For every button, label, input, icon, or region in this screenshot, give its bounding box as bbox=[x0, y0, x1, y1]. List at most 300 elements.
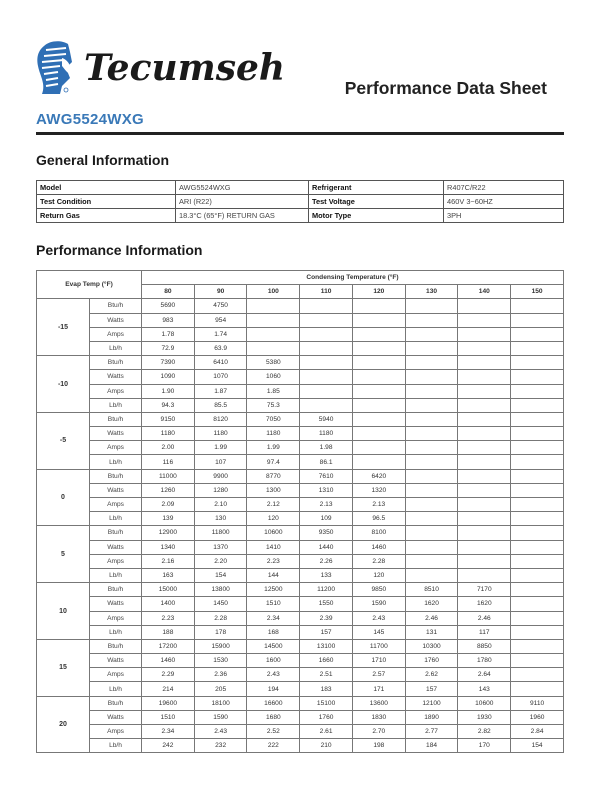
performance-row bbox=[37, 611, 564, 625]
value-cell bbox=[511, 412, 564, 426]
value-cell: 15100 bbox=[300, 696, 353, 710]
tecumseh-logo bbox=[36, 38, 286, 96]
value-cell: 1620 bbox=[458, 597, 511, 611]
chief-head-icon bbox=[36, 38, 286, 96]
value-cell: 2.34 bbox=[142, 725, 195, 739]
evap-temp-cell: 0 bbox=[37, 469, 90, 526]
value-cell: 2.46 bbox=[458, 611, 511, 625]
value-cell bbox=[405, 313, 458, 327]
value-cell: 9110 bbox=[511, 696, 564, 710]
value-cell bbox=[511, 597, 564, 611]
value-cell: 1550 bbox=[300, 597, 353, 611]
value-cell: 1090 bbox=[142, 370, 195, 384]
value-cell bbox=[352, 427, 405, 441]
value-cell: 1.90 bbox=[142, 384, 195, 398]
value-cell bbox=[511, 568, 564, 582]
value-cell bbox=[458, 327, 511, 341]
value-cell bbox=[511, 625, 564, 639]
value-cell: 7170 bbox=[458, 583, 511, 597]
performance-row bbox=[37, 668, 564, 682]
value-cell bbox=[458, 540, 511, 554]
value-cell: 1070 bbox=[194, 370, 247, 384]
unit-cell: Watts bbox=[90, 483, 142, 497]
value-cell bbox=[352, 441, 405, 455]
value-cell: 1510 bbox=[247, 597, 300, 611]
value-cell: 5380 bbox=[247, 356, 300, 370]
value-cell bbox=[405, 398, 458, 412]
value-cell: 12100 bbox=[405, 696, 458, 710]
value-cell bbox=[511, 455, 564, 469]
value-cell bbox=[405, 554, 458, 568]
condensing-temp-140: 140 bbox=[458, 285, 511, 299]
general-info-key: Refrigerant bbox=[309, 181, 444, 195]
value-cell bbox=[300, 341, 353, 355]
value-cell bbox=[352, 370, 405, 384]
value-cell: 15000 bbox=[142, 583, 195, 597]
unit-cell: Lb/h bbox=[90, 739, 142, 753]
value-cell: 1760 bbox=[405, 654, 458, 668]
value-cell bbox=[405, 299, 458, 313]
general-info-key: Motor Type bbox=[309, 209, 444, 223]
value-cell bbox=[511, 526, 564, 540]
value-cell bbox=[247, 341, 300, 355]
evap-temp-header: Evap Temp (°F) bbox=[37, 271, 142, 299]
performance-row bbox=[37, 526, 564, 540]
value-cell: 232 bbox=[194, 739, 247, 753]
value-cell bbox=[511, 427, 564, 441]
value-cell: 10600 bbox=[247, 526, 300, 540]
value-cell: 13600 bbox=[352, 696, 405, 710]
value-cell: 205 bbox=[194, 682, 247, 696]
value-cell: 983 bbox=[142, 313, 195, 327]
value-cell: 97.4 bbox=[247, 455, 300, 469]
general-info-key: Return Gas bbox=[37, 209, 176, 223]
condensing-temp-header: Condensing Temperature (°F) bbox=[142, 271, 564, 285]
performance-row bbox=[37, 327, 564, 341]
value-cell: 1.99 bbox=[194, 441, 247, 455]
value-cell bbox=[458, 427, 511, 441]
value-cell bbox=[458, 455, 511, 469]
value-cell bbox=[511, 441, 564, 455]
value-cell: 2.39 bbox=[300, 611, 353, 625]
performance-row bbox=[37, 654, 564, 668]
value-cell: 9150 bbox=[142, 412, 195, 426]
unit-cell: Amps bbox=[90, 611, 142, 625]
value-cell: 157 bbox=[300, 625, 353, 639]
value-cell: 2.23 bbox=[142, 611, 195, 625]
value-cell: 1300 bbox=[247, 483, 300, 497]
value-cell: 8770 bbox=[247, 469, 300, 483]
value-cell: 194 bbox=[247, 682, 300, 696]
unit-cell: Btu/h bbox=[90, 583, 142, 597]
value-cell: 188 bbox=[142, 625, 195, 639]
value-cell: 170 bbox=[458, 739, 511, 753]
general-info-row bbox=[37, 209, 564, 223]
performance-row bbox=[37, 597, 564, 611]
unit-cell: Amps bbox=[90, 668, 142, 682]
value-cell: 9350 bbox=[300, 526, 353, 540]
value-cell: 11800 bbox=[194, 526, 247, 540]
value-cell: 133 bbox=[300, 568, 353, 582]
performance-row bbox=[37, 739, 564, 753]
general-info-value: 18.3°C (65°F) RETURN GAS bbox=[176, 209, 309, 223]
evap-temp-cell: 5 bbox=[37, 526, 90, 583]
value-cell bbox=[405, 441, 458, 455]
value-cell: 1780 bbox=[458, 654, 511, 668]
value-cell bbox=[511, 611, 564, 625]
value-cell bbox=[405, 384, 458, 398]
value-cell: 12500 bbox=[247, 583, 300, 597]
general-info-row bbox=[37, 195, 564, 209]
unit-cell: Watts bbox=[90, 710, 142, 724]
value-cell: 7610 bbox=[300, 469, 353, 483]
performance-row bbox=[37, 384, 564, 398]
value-cell bbox=[458, 384, 511, 398]
value-cell bbox=[300, 327, 353, 341]
unit-cell: Amps bbox=[90, 554, 142, 568]
performance-information-heading: Performance Information bbox=[36, 242, 203, 258]
value-cell: 2.13 bbox=[352, 498, 405, 512]
value-cell: 1370 bbox=[194, 540, 247, 554]
value-cell: 2.84 bbox=[511, 725, 564, 739]
value-cell: 1590 bbox=[194, 710, 247, 724]
general-information-heading: General Information bbox=[36, 152, 170, 168]
value-cell: 5940 bbox=[300, 412, 353, 426]
value-cell: 1410 bbox=[247, 540, 300, 554]
value-cell: 145 bbox=[352, 625, 405, 639]
unit-cell: Amps bbox=[90, 498, 142, 512]
evap-temp-cell: 15 bbox=[37, 639, 90, 696]
value-cell bbox=[458, 398, 511, 412]
general-info-key: Test Condition bbox=[37, 195, 176, 209]
value-cell: 10600 bbox=[458, 696, 511, 710]
value-cell bbox=[511, 483, 564, 497]
value-cell: 6410 bbox=[194, 356, 247, 370]
value-cell bbox=[458, 356, 511, 370]
unit-cell: Btu/h bbox=[90, 469, 142, 483]
value-cell bbox=[405, 412, 458, 426]
value-cell bbox=[511, 498, 564, 512]
value-cell bbox=[458, 483, 511, 497]
value-cell bbox=[458, 370, 511, 384]
value-cell: 1.85 bbox=[247, 384, 300, 398]
unit-cell: Lb/h bbox=[90, 455, 142, 469]
value-cell bbox=[458, 498, 511, 512]
value-cell: 1.99 bbox=[247, 441, 300, 455]
general-info-table bbox=[36, 180, 564, 223]
unit-cell: Amps bbox=[90, 441, 142, 455]
value-cell bbox=[405, 526, 458, 540]
value-cell bbox=[511, 299, 564, 313]
value-cell: 2.16 bbox=[142, 554, 195, 568]
value-cell: 2.43 bbox=[247, 668, 300, 682]
value-cell: 168 bbox=[247, 625, 300, 639]
value-cell bbox=[405, 498, 458, 512]
value-cell: 1280 bbox=[194, 483, 247, 497]
value-cell: 1510 bbox=[142, 710, 195, 724]
unit-cell: Lb/h bbox=[90, 398, 142, 412]
value-cell: 2.23 bbox=[247, 554, 300, 568]
value-cell: 1.87 bbox=[194, 384, 247, 398]
value-cell bbox=[458, 313, 511, 327]
value-cell: 116 bbox=[142, 455, 195, 469]
performance-row bbox=[37, 299, 564, 313]
value-cell: 1710 bbox=[352, 654, 405, 668]
value-cell bbox=[352, 384, 405, 398]
model-heading: AWG5524WXG bbox=[36, 111, 145, 128]
value-cell: 130 bbox=[194, 512, 247, 526]
performance-row bbox=[37, 370, 564, 384]
performance-row bbox=[37, 625, 564, 639]
value-cell: 16600 bbox=[247, 696, 300, 710]
value-cell: 222 bbox=[247, 739, 300, 753]
value-cell: 2.46 bbox=[405, 611, 458, 625]
value-cell bbox=[511, 384, 564, 398]
value-cell: 2.64 bbox=[458, 668, 511, 682]
value-cell: 120 bbox=[247, 512, 300, 526]
value-cell: 18100 bbox=[194, 696, 247, 710]
value-cell: 96.5 bbox=[352, 512, 405, 526]
general-info-value: ARI (R22) bbox=[176, 195, 309, 209]
value-cell bbox=[405, 427, 458, 441]
unit-cell: Amps bbox=[90, 725, 142, 739]
performance-row bbox=[37, 696, 564, 710]
value-cell: 214 bbox=[142, 682, 195, 696]
value-cell bbox=[511, 512, 564, 526]
value-cell: 2.61 bbox=[300, 725, 353, 739]
value-cell bbox=[511, 313, 564, 327]
value-cell: 19600 bbox=[142, 696, 195, 710]
value-cell: 1680 bbox=[247, 710, 300, 724]
value-cell: 2.00 bbox=[142, 441, 195, 455]
value-cell bbox=[300, 313, 353, 327]
value-cell: 94.3 bbox=[142, 398, 195, 412]
value-cell: 13100 bbox=[300, 639, 353, 653]
performance-header-row bbox=[37, 271, 564, 285]
value-cell bbox=[458, 526, 511, 540]
value-cell: 11000 bbox=[142, 469, 195, 483]
value-cell: 1930 bbox=[458, 710, 511, 724]
value-cell: 2.52 bbox=[247, 725, 300, 739]
condensing-temp-130: 130 bbox=[405, 285, 458, 299]
value-cell bbox=[405, 341, 458, 355]
value-cell bbox=[458, 554, 511, 568]
value-cell: 7050 bbox=[247, 412, 300, 426]
general-info-key: Model bbox=[37, 181, 176, 195]
value-cell: 1600 bbox=[247, 654, 300, 668]
value-cell: 1.98 bbox=[300, 441, 353, 455]
value-cell: 8510 bbox=[405, 583, 458, 597]
performance-row bbox=[37, 441, 564, 455]
unit-cell: Watts bbox=[90, 370, 142, 384]
value-cell bbox=[511, 583, 564, 597]
value-cell bbox=[352, 313, 405, 327]
value-cell bbox=[511, 668, 564, 682]
value-cell: 1180 bbox=[142, 427, 195, 441]
unit-cell: Btu/h bbox=[90, 412, 142, 426]
value-cell: 117 bbox=[458, 625, 511, 639]
value-cell: 1890 bbox=[405, 710, 458, 724]
value-cell: 2.09 bbox=[142, 498, 195, 512]
value-cell: 1460 bbox=[352, 540, 405, 554]
value-cell: 139 bbox=[142, 512, 195, 526]
evap-temp-cell: -15 bbox=[37, 299, 90, 356]
general-info-value: R407C/R22 bbox=[444, 181, 564, 195]
value-cell: 17200 bbox=[142, 639, 195, 653]
condensing-temp-90: 90 bbox=[194, 285, 247, 299]
condensing-temp-80: 80 bbox=[142, 285, 195, 299]
value-cell: 1590 bbox=[352, 597, 405, 611]
value-cell bbox=[458, 568, 511, 582]
value-cell: 2.13 bbox=[300, 498, 353, 512]
value-cell bbox=[352, 341, 405, 355]
unit-cell: Watts bbox=[90, 654, 142, 668]
value-cell: 2.57 bbox=[352, 668, 405, 682]
value-cell: 242 bbox=[142, 739, 195, 753]
value-cell: 171 bbox=[352, 682, 405, 696]
value-cell bbox=[352, 412, 405, 426]
value-cell: 7390 bbox=[142, 356, 195, 370]
value-cell: 13800 bbox=[194, 583, 247, 597]
value-cell: 9900 bbox=[194, 469, 247, 483]
unit-cell: Watts bbox=[90, 313, 142, 327]
value-cell: 9850 bbox=[352, 583, 405, 597]
value-cell: 8100 bbox=[352, 526, 405, 540]
evap-temp-cell: -5 bbox=[37, 412, 90, 469]
value-cell: 2.20 bbox=[194, 554, 247, 568]
value-cell bbox=[511, 327, 564, 341]
page-title: Performance Data Sheet bbox=[344, 78, 547, 98]
value-cell: 2.26 bbox=[300, 554, 353, 568]
value-cell: 109 bbox=[300, 512, 353, 526]
value-cell bbox=[458, 412, 511, 426]
heading-divider bbox=[36, 132, 564, 135]
value-cell: 107 bbox=[194, 455, 247, 469]
performance-row bbox=[37, 682, 564, 696]
value-cell: 12900 bbox=[142, 526, 195, 540]
general-info-value: 3PH bbox=[444, 209, 564, 223]
value-cell: 144 bbox=[247, 568, 300, 582]
value-cell: 198 bbox=[352, 739, 405, 753]
performance-row bbox=[37, 725, 564, 739]
value-cell: 1180 bbox=[247, 427, 300, 441]
unit-cell: Lb/h bbox=[90, 341, 142, 355]
unit-cell: Watts bbox=[90, 540, 142, 554]
performance-row bbox=[37, 469, 564, 483]
value-cell: 85.5 bbox=[194, 398, 247, 412]
value-cell: 86.1 bbox=[300, 455, 353, 469]
value-cell bbox=[352, 356, 405, 370]
value-cell: 2.82 bbox=[458, 725, 511, 739]
value-cell bbox=[458, 341, 511, 355]
value-cell: 2.34 bbox=[247, 611, 300, 625]
performance-row bbox=[37, 341, 564, 355]
value-cell bbox=[247, 299, 300, 313]
value-cell bbox=[405, 327, 458, 341]
performance-row bbox=[37, 483, 564, 497]
value-cell: 63.9 bbox=[194, 341, 247, 355]
value-cell: 210 bbox=[300, 739, 353, 753]
value-cell: 2.29 bbox=[142, 668, 195, 682]
performance-row bbox=[37, 498, 564, 512]
svg-text:Tecumseh: Tecumseh bbox=[84, 47, 286, 89]
value-cell bbox=[458, 512, 511, 526]
performance-row bbox=[37, 427, 564, 441]
unit-cell: Lb/h bbox=[90, 568, 142, 582]
evap-temp-cell: 20 bbox=[37, 696, 90, 753]
value-cell: 184 bbox=[405, 739, 458, 753]
performance-row bbox=[37, 313, 564, 327]
value-cell bbox=[511, 370, 564, 384]
value-cell: 11200 bbox=[300, 583, 353, 597]
value-cell: 2.28 bbox=[352, 554, 405, 568]
value-cell bbox=[511, 682, 564, 696]
value-cell: 183 bbox=[300, 682, 353, 696]
value-cell: 1460 bbox=[142, 654, 195, 668]
value-cell bbox=[352, 299, 405, 313]
value-cell: 120 bbox=[352, 568, 405, 582]
value-cell bbox=[247, 313, 300, 327]
performance-table bbox=[36, 270, 564, 753]
value-cell bbox=[405, 370, 458, 384]
value-cell bbox=[405, 455, 458, 469]
unit-cell: Btu/h bbox=[90, 696, 142, 710]
value-cell bbox=[300, 299, 353, 313]
value-cell: 954 bbox=[194, 313, 247, 327]
value-cell: 8850 bbox=[458, 639, 511, 653]
value-cell: 1260 bbox=[142, 483, 195, 497]
value-cell: 2.43 bbox=[352, 611, 405, 625]
condensing-temp-120: 120 bbox=[352, 285, 405, 299]
unit-cell: Watts bbox=[90, 427, 142, 441]
evap-temp-cell: -10 bbox=[37, 356, 90, 413]
value-cell bbox=[300, 370, 353, 384]
value-cell bbox=[458, 441, 511, 455]
value-cell: 75.3 bbox=[247, 398, 300, 412]
performance-row bbox=[37, 412, 564, 426]
general-info-row bbox=[37, 181, 564, 195]
performance-row bbox=[37, 398, 564, 412]
value-cell bbox=[405, 568, 458, 582]
performance-row bbox=[37, 568, 564, 582]
value-cell: 143 bbox=[458, 682, 511, 696]
value-cell: 1060 bbox=[247, 370, 300, 384]
value-cell bbox=[511, 554, 564, 568]
value-cell bbox=[405, 356, 458, 370]
unit-cell: Watts bbox=[90, 597, 142, 611]
unit-cell: Amps bbox=[90, 384, 142, 398]
value-cell: 1450 bbox=[194, 597, 247, 611]
value-cell: 4750 bbox=[194, 299, 247, 313]
value-cell: 163 bbox=[142, 568, 195, 582]
value-cell bbox=[511, 540, 564, 554]
value-cell: 8120 bbox=[194, 412, 247, 426]
performance-row bbox=[37, 583, 564, 597]
value-cell bbox=[405, 540, 458, 554]
value-cell: 1320 bbox=[352, 483, 405, 497]
value-cell: 1.74 bbox=[194, 327, 247, 341]
performance-row bbox=[37, 356, 564, 370]
value-cell: 1760 bbox=[300, 710, 353, 724]
value-cell bbox=[405, 512, 458, 526]
value-cell bbox=[300, 356, 353, 370]
value-cell: 11700 bbox=[352, 639, 405, 653]
value-cell: 2.36 bbox=[194, 668, 247, 682]
unit-cell: Lb/h bbox=[90, 625, 142, 639]
value-cell: 72.9 bbox=[142, 341, 195, 355]
condensing-temp-100: 100 bbox=[247, 285, 300, 299]
value-cell bbox=[511, 469, 564, 483]
